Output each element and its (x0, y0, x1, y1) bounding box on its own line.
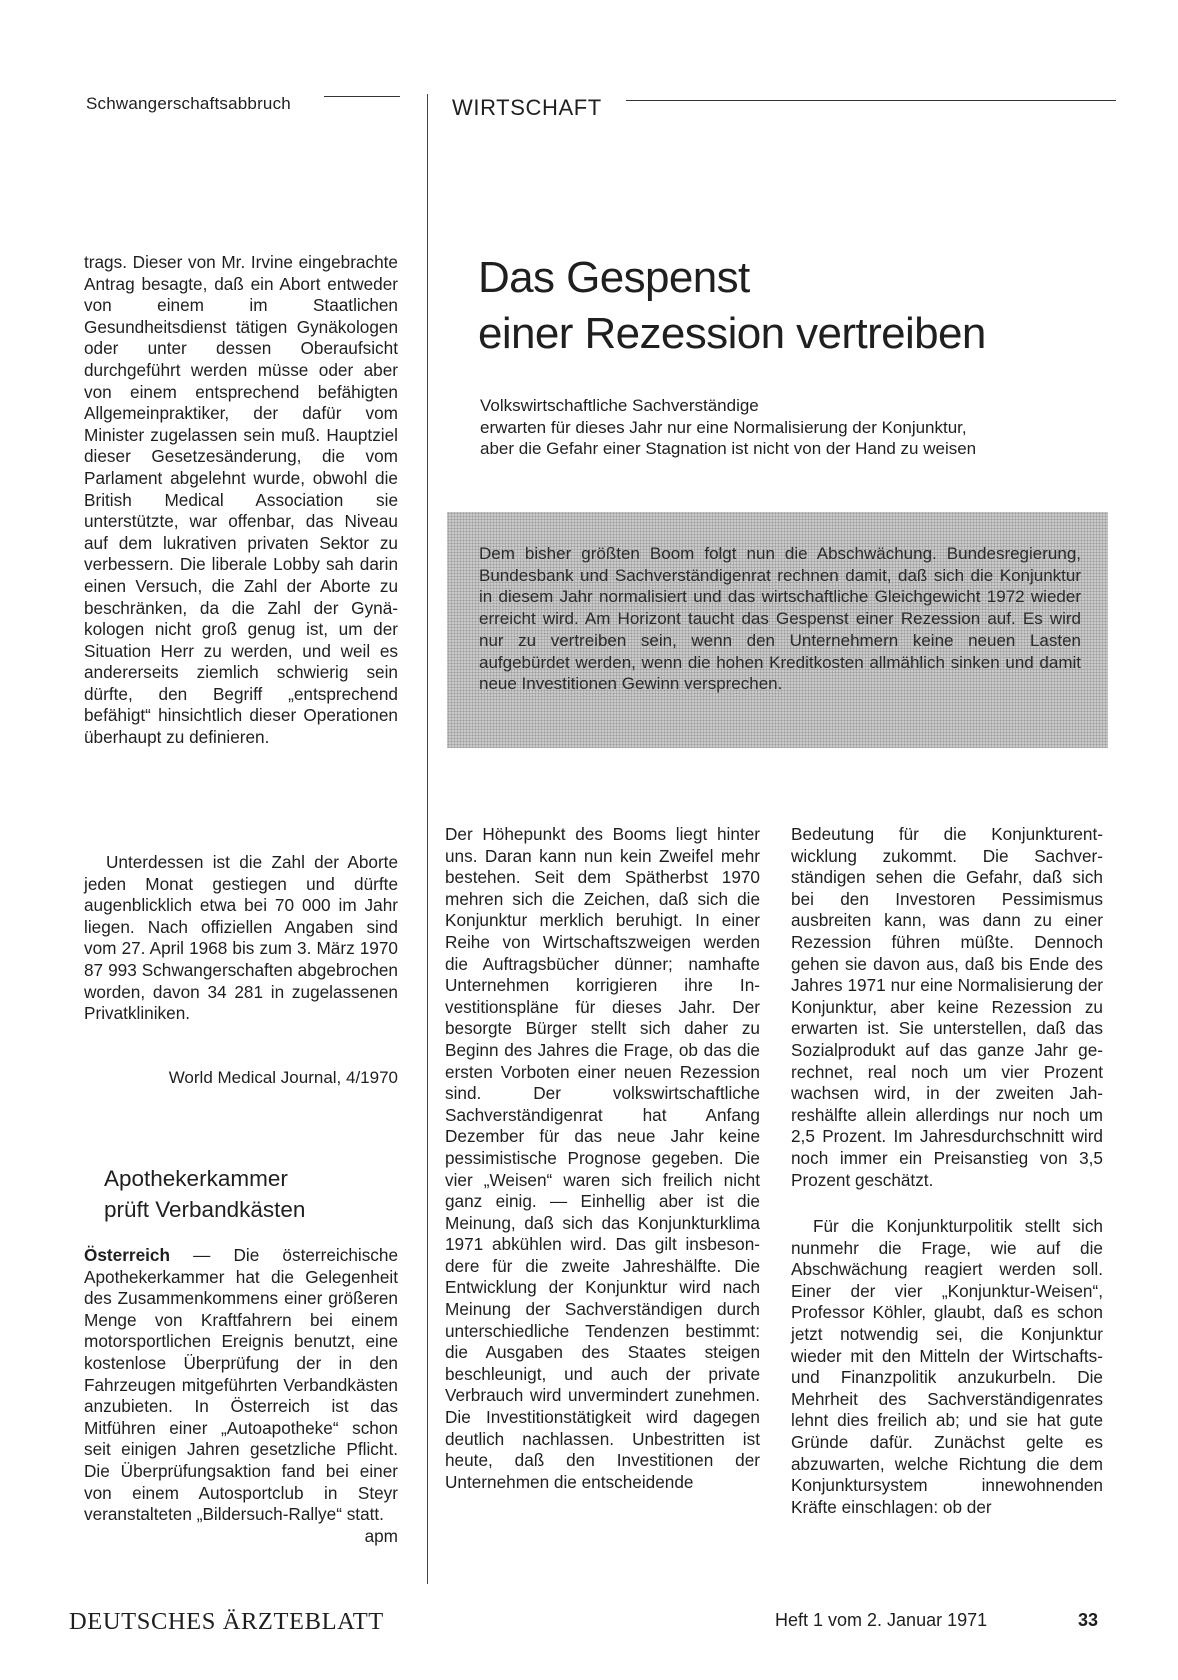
paragraph: Für die Konjunkturpolitik stellt sich nunmehr die Frage, wie auf die Abschwächung reagiert werden soll. Einer der vier „Konjunktur-Weisen“, Professor Köhler, glaubt, daß es schon jetzt notwendig sei, die Konjunktur wieder mit den Mitteln der Wirtschafts- und Finanzpolitik anzukurbeln. Die Mehrheit des Sachverständigenrates lehnt dies freilich ab; und sie hat gute Gründe dafür. Zunächst gelte es abzuwarten, welche Richtung die dem Konjunktursystem innewohnenden Kräfte einschlagen: ob der (791, 1216, 1103, 1517)
news-item-author: apm (364, 1525, 398, 1546)
journal-name: DEUTSCHES ÄRZTEBLATT (69, 1608, 384, 1635)
news-item-title (104, 1163, 305, 1225)
lead-line-2: erwarten für dieses Jahr nur eine Normalisierung der Konjunktur, (480, 417, 967, 437)
main-article-column-1 (445, 824, 760, 1493)
paragraph: Bedeutung für die Konjunkturentwicklung zukommt. Die Sachverständigen sehen die Gefahr, daß sich bei den Investoren Pessimismus ausbreiten kann, was dann zu einer Rezession führen müßte. Dennoch gehen sie davon aus, daß bis Ende des Jahres 1971 nur eine Normalisierung der Konjunktur, aber keine Rezession zu erwarten ist. Sie unterstellen, daß das Sozialprodukt auf das ganze Jahr gerechnet, real noch um vier Prozent wachsen wird, in der zweiten Jahreshälfte allein allerdings nur noch um 2,5 Prozent. Im Jahresdurchschnitt wird noch immer ein Preisanstieg von 3,5 Prozent geschätzt. (791, 824, 1103, 1190)
left-article-paragraph-2 (84, 852, 398, 1025)
main-title-line-1: Das Gespenst (478, 253, 750, 302)
paragraph: Unterdessen ist die Zahl der Aborte jeden Monat gestiegen und dürfte augenblicklich etwa bei 70 000 im Jahr liegen. Nach offiziellen Angaben sind vom 27. April 1968 bis zum 3. März 1970 87 993 Schwangerschaften abgebrochen worden, davon 34 281 in zugelassenen Privatkliniken. (84, 852, 398, 1024)
paragraph: trags. Dieser von Mr. Irvine eingebrachte Antrag besagte, daß ein Abort entweder von einem im Staatlichen Gesundheitsdienst tätigen Gynäkologen oder unter dessen Oberaufsicht durchgeführt werden müsse oder aber von einem entsprechend befähigten Allgemeinpraktiker, der dafür vom Minister zugelassen sein muß. Hauptziel dieser Gesetzesänderung, die vom Parlament abgelehnt wurde, obwohl die British Medical Association sie unterstützte, war offenbar, das Niveau auf dem lukrativen privaten Sektor zu verbessern. Die liberale Lobby sah darin einen Versuch, die Zahl der Aborte zu beschränken, da die Zahl der Gynäkologen nicht groß genug ist, um der Situation Herr zu werden, und weil es andererseits ziemlich schwierig sein dürfte, den Begriff „entsprechend befähigt“ hinsichtlich dieser Operationen überhaupt zu definieren. (84, 252, 398, 748)
left-article-paragraph-1 (84, 252, 398, 749)
news-item-body (84, 1245, 398, 1547)
paragraph: Der Höhepunkt des Booms liegt hinter uns. Daran kann nun kein Zweifel mehr bestehen. Seit dem Spätherbst 1970 mehren sich die Zeichen, daß sich die Konjunktur merklich beruhigt. In einer Reihe von Wirtschaftszweigen werden die Auftragsbücher dünner; namhafte Unternehmen korrigieren ihre Investitionspläne für dieses Jahr. Der besorgte Bürger stellt sich daher zu Beginn des Jahres die Frage, ob das die ersten Vorboten einer neuen Rezession sind. Der volkswirtschaftliche Sachverständigenrat hat Anfang Dezember für das neue Jahr keine pessimistische Prognose gegeben. Die vier „Weisen“ waren sich freilich nicht ganz einig. — Einhellig aber ist die Meinung, daß sich das Konjunkturklima 1971 abkühlen wird. Das gilt insbesondere für die zweite Jahreshälfte. Die Entwicklung der Konjunktur wird nach Meinung der Sachverständigen durch unterschiedliche Tendenzen bestimmt: die Ausgaben des Staates steigen beschleunigt, und auch der private Verbrauch wird unvermindert zunehmen. Die Investitionstätigkeit wird dagegen deutlich nachlassen. Unbestritten ist heute, daß den Investitionen der Unternehmen die entscheidende (445, 824, 760, 1492)
main-article-title (478, 250, 986, 362)
article-source: World Medical Journal, 4/1970 (168, 1068, 398, 1087)
page-number: 33 (1078, 1610, 1099, 1630)
header-right-rule (626, 100, 1116, 101)
lead-line-3: aber die Gefahr einer Stagnation ist nicht von der Hand zu weisen (480, 439, 977, 458)
news-item-lead-word: Österreich (84, 1245, 170, 1265)
teaser-text: Dem bisher größten Boom folgt nun die Abschwächung. Bundesregierung, Bundesbank und Sachverständigenrat rechnen damit, daß sich die Konjunktur in diesem Jahr normalisiert und das wirtschaftliche Gleichgewicht 1972 wieder erreicht wird. Am Horizont taucht das Gespenst einer Rezession auf. Es wird nur zu vertreiben sein, wenn den Unternehmern keine neuen Lasten aufgebürdet werden, wenn die hohen Kreditkosten allmählich sinken und damit neue Investitionen Gewinn versprechen. (479, 544, 1081, 694)
main-article-lead (480, 395, 1090, 460)
lead-line-1: Volkswirtschaftliche Sachverständige (480, 396, 759, 415)
main-title-line-2: einer Rezession vertreiben (478, 309, 986, 358)
issue-info: Heft 1 vom 2. Januar 1971 (775, 1610, 988, 1630)
section-header-left: Schwangerschaftsabbruch (86, 94, 291, 113)
news-item-title-line-1: Apothekerkammer (104, 1166, 288, 1191)
paragraph (84, 1245, 398, 1546)
main-article-column-2 (791, 824, 1103, 1518)
news-item-text: — Die österreichische Apothekerkammer hat die Gelegenheit des Zusammenkommens einer größeren Menge von Kraftfahrern bei einem motorsportlichen Ereignis benutzt, eine kostenlose Überprüfung der in den Fahrzeugen mitgeführten Verbandkästen anzubieten. In Österreich ist das Mitführen einer „Autoapotheke“ schon seit einigen Jahren gesetzliche Pflicht. Die Überprüfungsaktion fand bei einer von einem Autosportclub in Steyr veranstalteten „Bildersuch-Rallye“ statt. (84, 1245, 398, 1525)
header-left-rule (324, 96, 400, 97)
section-header-right: WIRTSCHAFT (452, 95, 602, 120)
news-item-title-line-2: prüft Verbandkästen (104, 1197, 306, 1222)
column-divider (427, 94, 428, 1584)
